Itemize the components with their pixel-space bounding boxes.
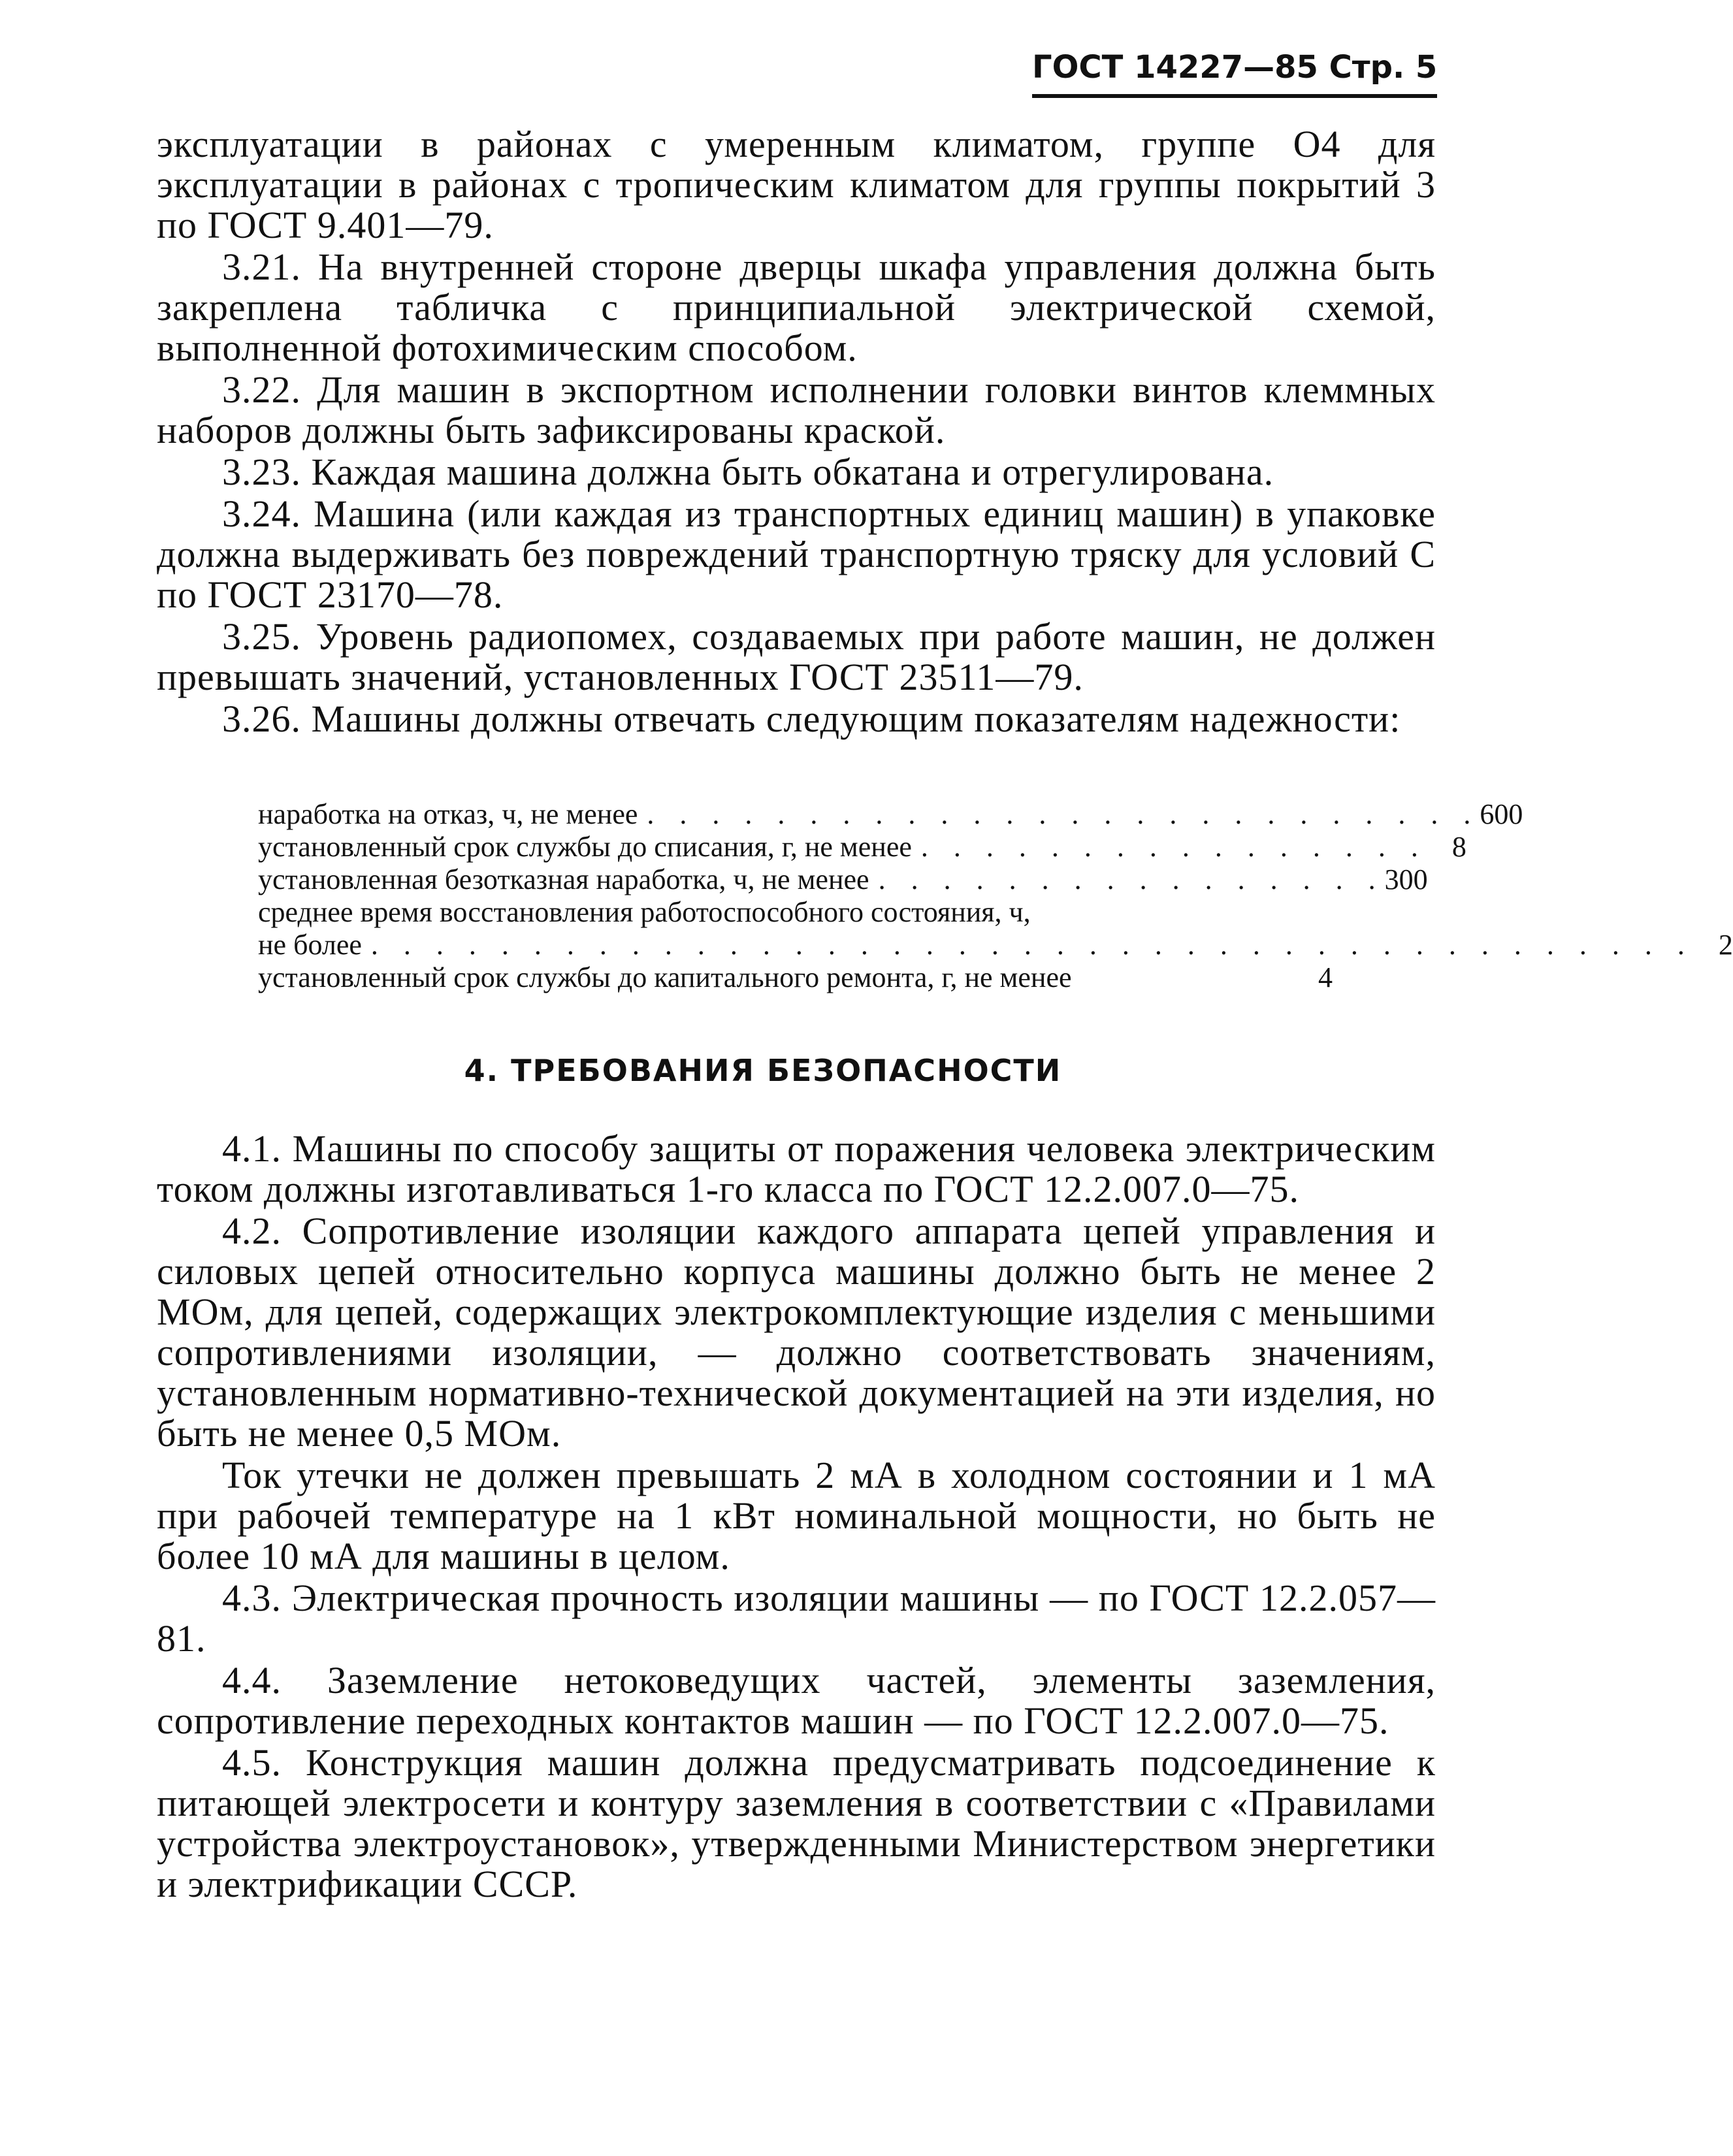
paragraph-3-20-end: эксплуатации в районах с умеренным климатом, группе О4 для эксплуатации в районах с тропическим климатом для группы покрытий 3 по ГОСТ 9.401—79. [157,123,1436,246]
paragraph-4-1: 4.1. Машины по способу защиты от поражения человека электрическим током должны изготавливаться 1-го класса по ГОСТ 12.2.007.0—75. [157,1127,1436,1210]
page-header: ГОСТ 14227—85 Стр. 5 [1032,40,1437,98]
leader-dots: . . . . . . . . . . . . . . . . [878,863,1385,895]
reliability-value: 4 [1318,961,1333,993]
reliability-row [258,929,1733,961]
reliability-row [258,798,1523,831]
paragraph-4-2: 4.2. Сопротивление изоляции каждого аппарата цепей управления и силовых цепей относительно корпуса машины должно быть не менее 2 МОм, для цепей, содержащих электрокомплектующие изделия с меньшими сопротивлениями изоляции, — должно соответствовать значениям, установленным нормативно-технической документацией на эти изделия, но быть не менее 0,5 МОм. [157,1210,1436,1455]
reliability-row [258,896,1333,929]
reliability-value: 8 [1451,831,1466,863]
paragraph-4-4: 4.4. Заземление нетоковедущих частей, элементы заземления, сопротивление переходных контактов машин — по ГОСТ 12.2.007.0—75. [157,1659,1436,1742]
reliability-list [258,798,1733,994]
paragraph-4-3: 4.3. Электрическая прочность изоляции машины — по ГОСТ 12.2.057—81. [157,1577,1436,1660]
leader-dots: . . . . . . . . . . . . . . . . [920,831,1427,863]
section4-body [157,1129,1436,1905]
leader-dots: . . . . . . . . . . . . . . . . . . . . . . . . . . [647,798,1480,830]
paragraph-3-22: 3.22. Для машин в экспортном исполнении головки винтов клеммных наборов должны быть зафиксированы краской. [157,368,1436,451]
paragraph-4-5: 4.5. Конструкция машин должна предусматривать подсоединение к питающей электросети и контуру заземления в соответствии с «Правилами устройства электроустановок», утвержденными Министерством энергетики и электрификации СССР. [157,1741,1436,1905]
reliability-row [258,863,1428,896]
paragraph-3-23: 3.23. Каждая машина должна быть обкатана и отрегулирована. [222,451,1274,493]
reliability-value: 600 [1480,798,1523,830]
paragraph-3-21: 3.21. На внутренней стороне дверцы шкафа управления должна быть закреплена табличка с принципиальной электрической схемой, выполненной фотохимическим способом. [157,246,1436,369]
reliability-row [258,961,1333,994]
paragraph-3-26: 3.26. Машины должны отвечать следующим показателям надежности: [222,698,1401,740]
section-4-title: 4. ТРЕБОВАНИЯ БЕЗОПАСНОСТИ [464,1053,1062,1088]
reliability-row [258,831,1466,863]
reliability-value: 300 [1384,863,1428,895]
section3-continuation [157,124,1436,739]
paragraph-4-2-leakage: Ток утечки не должен превышать 2 мА в холодном состоянии и 1 мА при рабочей температуре на 1 кВт номинальной мощности, но быть не более 10 мА для машины в целом. [157,1454,1436,1577]
reliability-label: наработка на отказ, ч, не менее [258,798,638,830]
reliability-label: установленная безотказная наработка, ч, не менее [258,863,869,895]
reliability-label: установленный срок службы до списания, г, не менее [258,831,912,863]
reliability-label: не более [258,929,362,961]
reliability-label: установленный срок службы до капитального ремонта, г, не менее [258,961,1072,993]
reliability-value: 2 [1718,929,1733,961]
paragraph-3-24: 3.24. Машина (или каждая из транспортных единиц машин) в упаковке должна выдерживать без повреждений транспортную тряску для условий С по ГОСТ 23170—78. [157,492,1436,616]
reliability-label: среднее время восстановления работоспособного состояния, ч, [258,896,1031,928]
paragraph-3-25: 3.25. Уровень радиопомех, создаваемых при работе машин, не должен превышать значений, установленных ГОСТ 23511—79. [157,615,1436,698]
leader-dots: . . . . . . . . . . . . . . . . . . . . . . . . . . . . . . . . . . . . . . . . . [370,929,1694,961]
